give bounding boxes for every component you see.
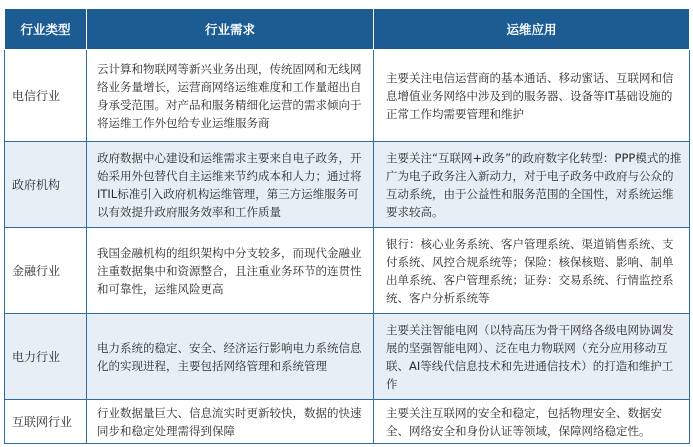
table-header-row: [5, 9, 690, 50]
ops-application-cell: 主要关注互联网的安全和稳定，包括物理安全、数据安全、网络安全和身份认证等领域，保障网络稳定性。: [374, 400, 690, 444]
industry-demand-cell: 电力系统的稳定、安全、经济运行影响电力系统信息化的实现进程，主要包括网络管理和系统管理: [87, 314, 374, 400]
industry-demand-cell: 云计算和物联网等新兴业务出现，传统固网和无线网络业务量增长，运营商网络运维难度和工作量超出自身承受范围。对产品和服务精细化运营的需求倾向于将运维工作外包给专业运维服务商: [87, 50, 374, 142]
table-row: [5, 314, 690, 400]
table-row: [5, 50, 690, 142]
header-industry-demand: 行业需求: [87, 9, 374, 50]
table-row: [5, 400, 690, 444]
industry-type-cell: 互联网行业: [5, 400, 87, 444]
industry-demand-cell: 政府数据中心建设和运维需求主要来自电子政务，开始采用外包替代自主运维来节约成本和人力；通过将ITIL标准引入政府机构运维管理，第三方运维服务可以有效提升政府服务效率和工作质量: [87, 142, 374, 228]
industry-type-cell: 电信行业: [5, 50, 87, 142]
ops-application-cell: 主要关注“互联网+政务”的政府数字化转型：PPP模式的推广为电子政务注入新动力，对于电子政务中政府与公众的互动系统，由于公益性和服务范围的全国性，对系统运维要求较高。: [374, 142, 690, 228]
ops-application-cell: 银行：核心业务系统、客户管理系统、渠道销售系统、支付系统、风控合规系统等；保险：核保核赔、影响、制单出单系统、客户管理系统；证券：交易系统、行情监控系统、客户分析系统等: [374, 228, 690, 314]
header-ops-application: 运维应用: [374, 9, 690, 50]
industry-ops-table: [4, 8, 690, 444]
ops-application-cell: 主要关注智能电网（以特高压为骨干网络各级电网协调发展的坚强智能电网）、泛在电力物联网（充分应用移动互联、AI等线代信息技术和先进通信技术）的打造和维护工作: [374, 314, 690, 400]
industry-demand-cell: 行业数据量巨大、信息流实时更新较快，数据的快速同步和稳定处理需得到保障: [87, 400, 374, 444]
table-row: [5, 228, 690, 314]
industry-type-cell: 政府机构: [5, 142, 87, 228]
table-row: [5, 142, 690, 228]
industry-demand-cell: 我国金融机构的组织架构中分支较多，而现代金融业注重数据集中和资源整合，且注重业务环节的连贯性和可靠性，运维风险更高: [87, 228, 374, 314]
header-industry-type: 行业类型: [5, 9, 87, 50]
industry-type-cell: 电力行业: [5, 314, 87, 400]
industry-type-cell: 金融行业: [5, 228, 87, 314]
ops-application-cell: 主要关注电信运营商的基本通话、移动蜜话、互联网和信息增值业务网络中涉及到的服务器、设备等IT基础设施的正常工作均需要管理和维护: [374, 50, 690, 142]
